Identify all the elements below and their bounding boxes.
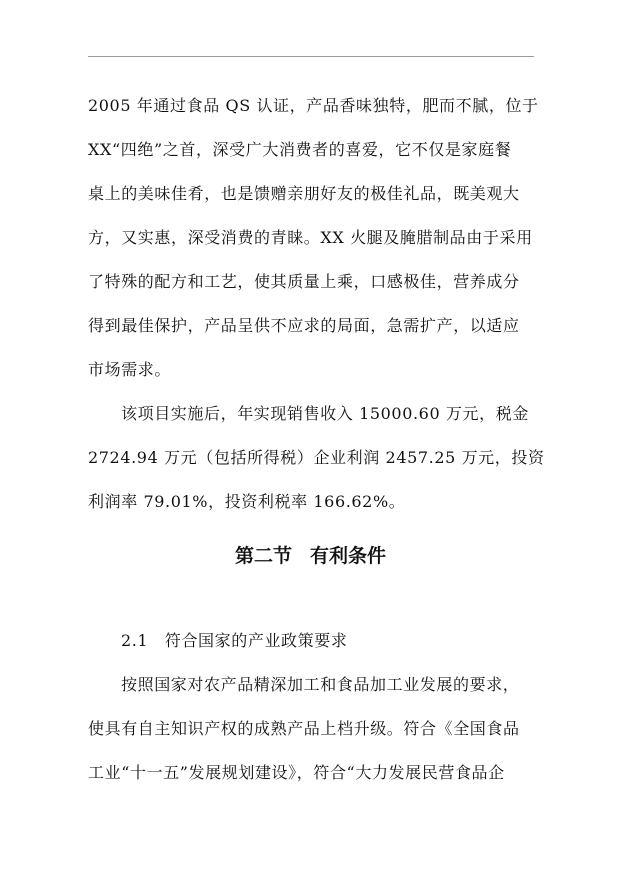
section-name: 有利条件	[310, 545, 387, 567]
text-line: XX“四绝”之首，深受广大消费者的喜爱，它不仅是家庭餐	[88, 140, 512, 159]
subsection-heading: 2.1 符合国家的产业政策要求	[121, 631, 348, 650]
text-line: 得到最佳保护，产品呈供不应求的局面，急需扩产，以适应	[88, 316, 520, 335]
text-line: 该项目实施后，年实现销售收入 15000.60 万元，税金	[121, 404, 529, 423]
text-line: 市场需求。	[88, 360, 172, 379]
section-title	[0, 544, 621, 568]
text-line: 桌上的美味佳肴，也是馈赠亲朋好友的极佳礼品，既美观大	[88, 184, 520, 203]
header-rule	[88, 56, 534, 57]
text-line: 方，又实惠，深受消费的青睐。XX 火腿及腌腊制品由于采用	[88, 228, 533, 247]
text-line: 工业“十一五”发展规划建设》，符合“大力发展民营食品企	[88, 763, 505, 782]
text-line: 使具有自主知识产权的成熟产品上档升级。符合《全国食品	[88, 719, 520, 738]
section-number: 第二节	[234, 545, 292, 567]
text-line: 按照国家对农产品精深加工和食品加工业发展的要求，	[121, 675, 520, 694]
text-line: 利润率 79.01%，投资利税率 166.62%。	[88, 492, 406, 511]
text-line: 了特殊的配方和工艺，使其质量上乘，口感极佳，营养成分	[88, 272, 520, 291]
text-line: 2005 年通过食品 QS 认证，产品香味独特，肥而不腻，位于	[88, 96, 539, 115]
text-line: 2724.94 万元（包括所得税）企业利润 2457.25 万元，投资	[88, 448, 545, 467]
